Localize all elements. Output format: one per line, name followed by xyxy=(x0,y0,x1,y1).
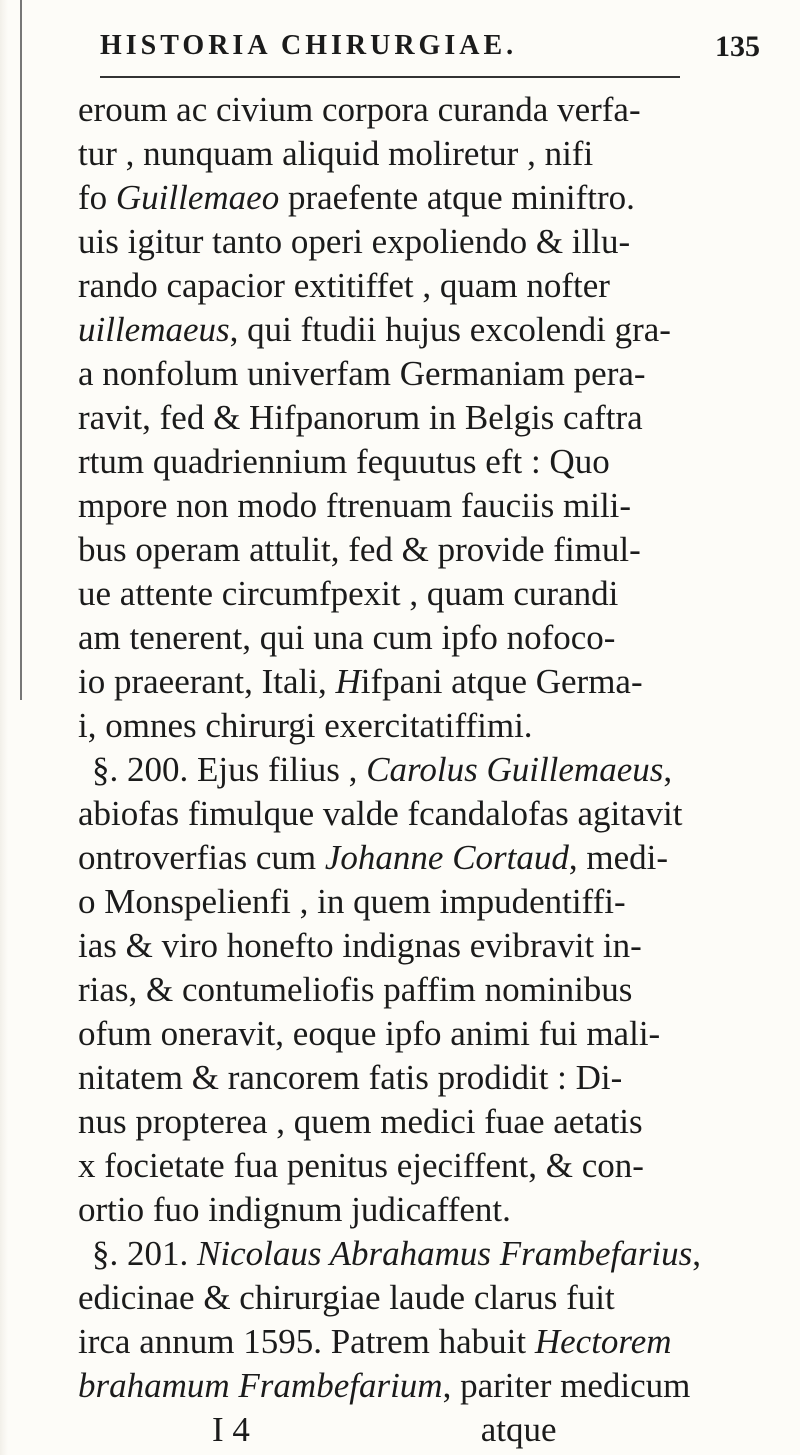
text-segment: bus operam attulit, fed & provide fimul- xyxy=(78,530,641,569)
text-line xyxy=(78,924,778,968)
catch-line xyxy=(78,1408,778,1452)
text-segment: ortio fuo indignum judicaffent. xyxy=(78,1190,511,1229)
text-line xyxy=(78,1100,778,1144)
running-head: HISTORIA CHIRURGIAE. xyxy=(100,30,518,61)
text-segment: tur , nunquam aliquid moliretur , nifi xyxy=(78,134,594,173)
text-line xyxy=(78,88,778,132)
text-segment: , xyxy=(663,750,673,789)
text-line xyxy=(78,836,778,880)
text-segment: ias & viro honefto indignas evibravit in- xyxy=(78,926,642,965)
text-line xyxy=(78,484,778,528)
text-line xyxy=(78,352,778,396)
text-line xyxy=(78,1320,778,1364)
text-segment: praefente atque miniftro. xyxy=(279,178,635,217)
text-line xyxy=(78,264,778,308)
italic-text: Johanne Cortaud xyxy=(324,838,569,877)
text-line xyxy=(78,396,778,440)
body-text xyxy=(78,88,778,1452)
text-segment: fo xyxy=(78,178,116,217)
text-line xyxy=(78,616,778,660)
text-line xyxy=(78,572,778,616)
text-line xyxy=(78,1364,778,1408)
text-segment: edicinae & chirurgiae laude clarus fuit xyxy=(78,1278,615,1317)
text-segment: mpore non modo ftrenuam fauciis mili- xyxy=(78,486,632,525)
page-gutter xyxy=(0,0,8,1455)
text-segment: eroum ac civium corpora curanda verfa- xyxy=(78,90,641,129)
header-rule xyxy=(100,76,680,78)
paragraph-start-line xyxy=(78,1232,778,1276)
text-line xyxy=(78,528,778,572)
text-segment: o Monspelienfi , in quem impudentiffi- xyxy=(78,882,626,921)
text-segment: , qui ftudii hujus excolendi gra- xyxy=(229,310,671,349)
text-segment: §. 201. xyxy=(92,1234,197,1273)
text-segment: ue attente circumfpexit , quam curandi xyxy=(78,574,619,613)
text-line xyxy=(78,660,778,704)
text-segment: a nonfolum univerfam Germaniam pera- xyxy=(78,354,646,393)
text-segment: §. 200. Ejus filius , xyxy=(92,750,367,789)
text-segment: am tenerent, qui una cum ipfo nofoco- xyxy=(78,618,616,657)
text-line xyxy=(78,176,778,220)
text-line xyxy=(78,1188,778,1232)
text-segment: ofum oneravit, eoque ipfo animi fui mali- xyxy=(78,1014,661,1053)
italic-text: Nicolaus Abrahamus Frambefarius xyxy=(197,1234,693,1273)
page-header xyxy=(100,30,760,70)
text-line xyxy=(78,440,778,484)
signature-mark: I 4 xyxy=(212,1410,250,1449)
text-segment: rando capacior extitiffet , quam nofter xyxy=(78,266,610,305)
text-segment: x focietate fua penitus ejeciffent, & con- xyxy=(78,1146,644,1185)
text-segment: , pariter medicum xyxy=(442,1366,691,1405)
text-segment: abiofas fimulque valde fcandalofas agitavit xyxy=(78,794,683,833)
text-line xyxy=(78,1056,778,1100)
text-segment: uis igitur tanto operi expoliendo & illu- xyxy=(78,222,631,261)
italic-text: brahamum Frambefarium xyxy=(78,1366,443,1405)
text-segment: irca annum 1595. Patrem habuit xyxy=(78,1322,535,1361)
text-line xyxy=(78,1144,778,1188)
italic-text: uillemaeus xyxy=(78,310,230,349)
catchword: atque xyxy=(480,1410,557,1449)
text-segment: ontroverfias cum xyxy=(78,838,325,877)
text-segment: , medi- xyxy=(568,838,669,877)
text-segment: , xyxy=(692,1234,701,1273)
text-line xyxy=(78,704,778,748)
text-line xyxy=(78,1012,778,1056)
italic-text: H xyxy=(335,662,361,701)
text-segment: i, omnes chirurgi exercitatiffimi. xyxy=(78,706,533,745)
text-line xyxy=(78,308,778,352)
text-line xyxy=(78,220,778,264)
binding-line xyxy=(20,0,22,700)
text-segment: rtum quadriennium fequutus eft : Quo xyxy=(78,442,610,481)
text-segment: io praeerant, Itali, xyxy=(78,662,336,701)
text-line xyxy=(78,968,778,1012)
paragraph-start-line xyxy=(78,748,778,792)
italic-text: Guillemaeo xyxy=(115,178,280,217)
text-segment: rias, & contumeliofis paffim nominibus xyxy=(78,970,633,1009)
text-line xyxy=(78,880,778,924)
text-line xyxy=(78,1276,778,1320)
text-line xyxy=(78,132,778,176)
page-number: 135 xyxy=(715,30,760,63)
text-line xyxy=(78,792,778,836)
text-segment: nitatem & rancorem fatis prodidit : Di- xyxy=(78,1058,623,1097)
text-segment: ifpani atque Germa- xyxy=(360,662,643,701)
text-segment: ravit, fed & Hifpanorum in Belgis caftra xyxy=(78,398,643,437)
italic-text: Hectorem xyxy=(534,1322,672,1361)
text-segment: nus propterea , quem medici fuae aetatis xyxy=(78,1102,643,1141)
italic-text: Carolus Guillemaeus xyxy=(366,750,664,789)
